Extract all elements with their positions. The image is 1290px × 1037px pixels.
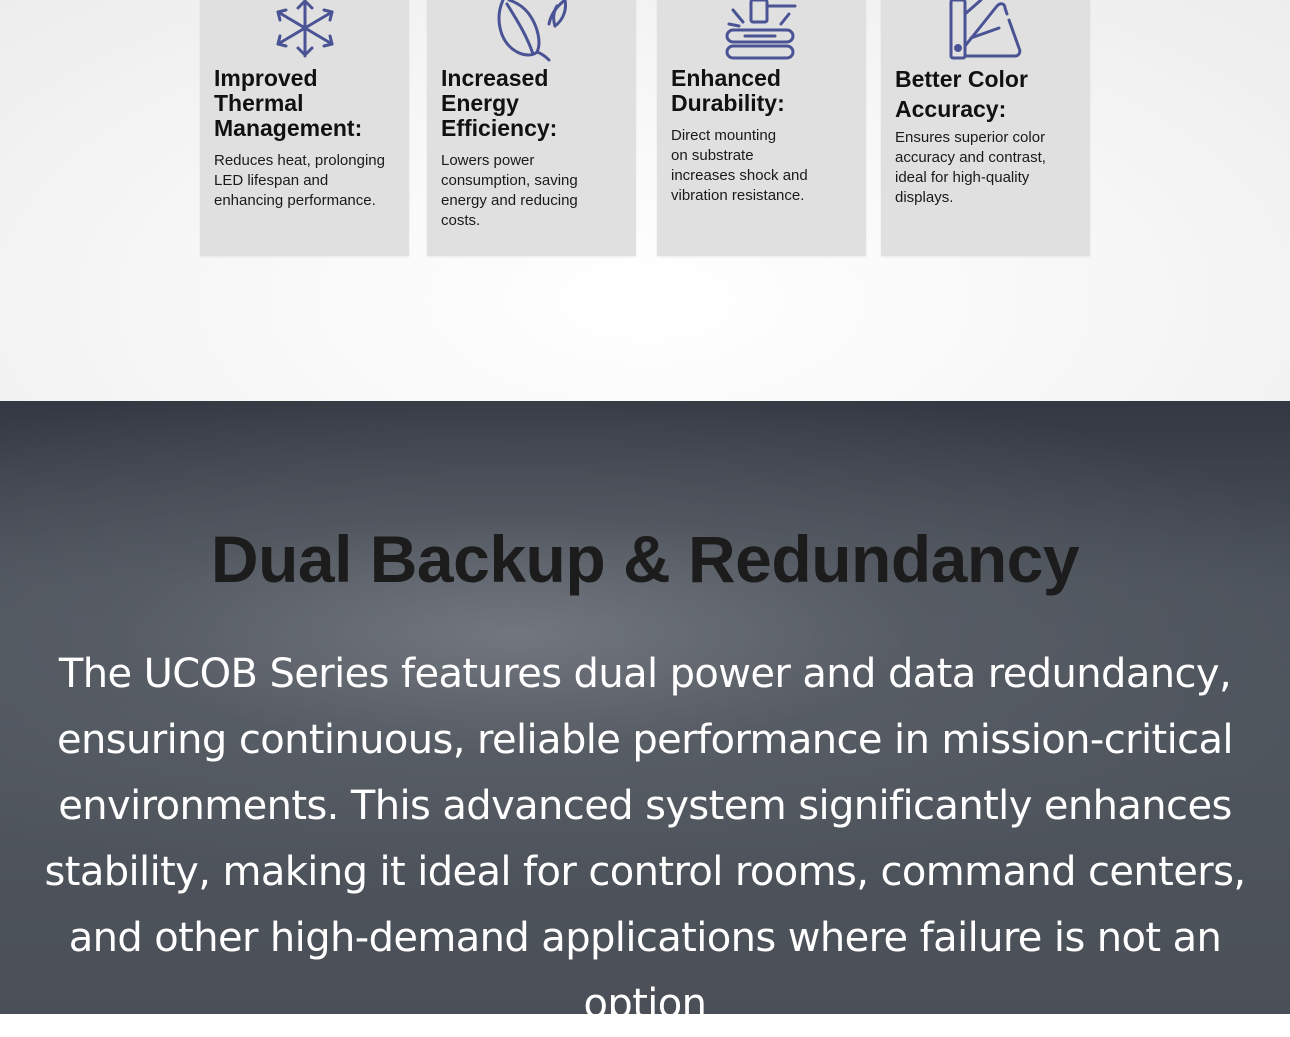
feature-title: Better Color Accuracy: xyxy=(895,66,1028,122)
feature-title: Increased Energy Efficiency: xyxy=(441,65,558,141)
feature-title: Improved Thermal Management: xyxy=(214,65,363,141)
color-swatch-icon xyxy=(947,0,1023,62)
feature-description: Lowers power consumption, saving energy and reducing costs. xyxy=(441,152,578,229)
feature-card-color xyxy=(881,0,1090,256)
features-section xyxy=(0,0,1290,401)
feature-description: Ensures superior color accuracy and contrast, ideal for high-quality displays. xyxy=(895,129,1046,206)
feature-card-durability xyxy=(657,0,866,256)
section-body-text: The UCOB Series features dual power and data redundancy, ensuring continuous, reliable performance in mission-critical environments. This advanced system significantly enhances stability, making it ideal for control rooms, command centers, and other high-demand applications where failure is not an option xyxy=(44,651,1246,1027)
feature-description: Direct mounting on substrate increases shock and vibration resistance. xyxy=(671,127,808,204)
snowflake-icon xyxy=(267,0,343,62)
section-title: Dual Backup & Redundancy xyxy=(210,522,1080,596)
feature-title: Enhanced Durability: xyxy=(671,65,785,116)
hammer-impact-icon xyxy=(723,0,799,62)
feature-card-thermal xyxy=(200,0,409,256)
redundancy-section xyxy=(0,401,1290,1027)
feature-description: Reduces heat, prolonging LED lifespan and enhancing performance. xyxy=(214,152,385,209)
feature-card-energy xyxy=(427,0,636,256)
leaf-icon xyxy=(493,0,569,62)
